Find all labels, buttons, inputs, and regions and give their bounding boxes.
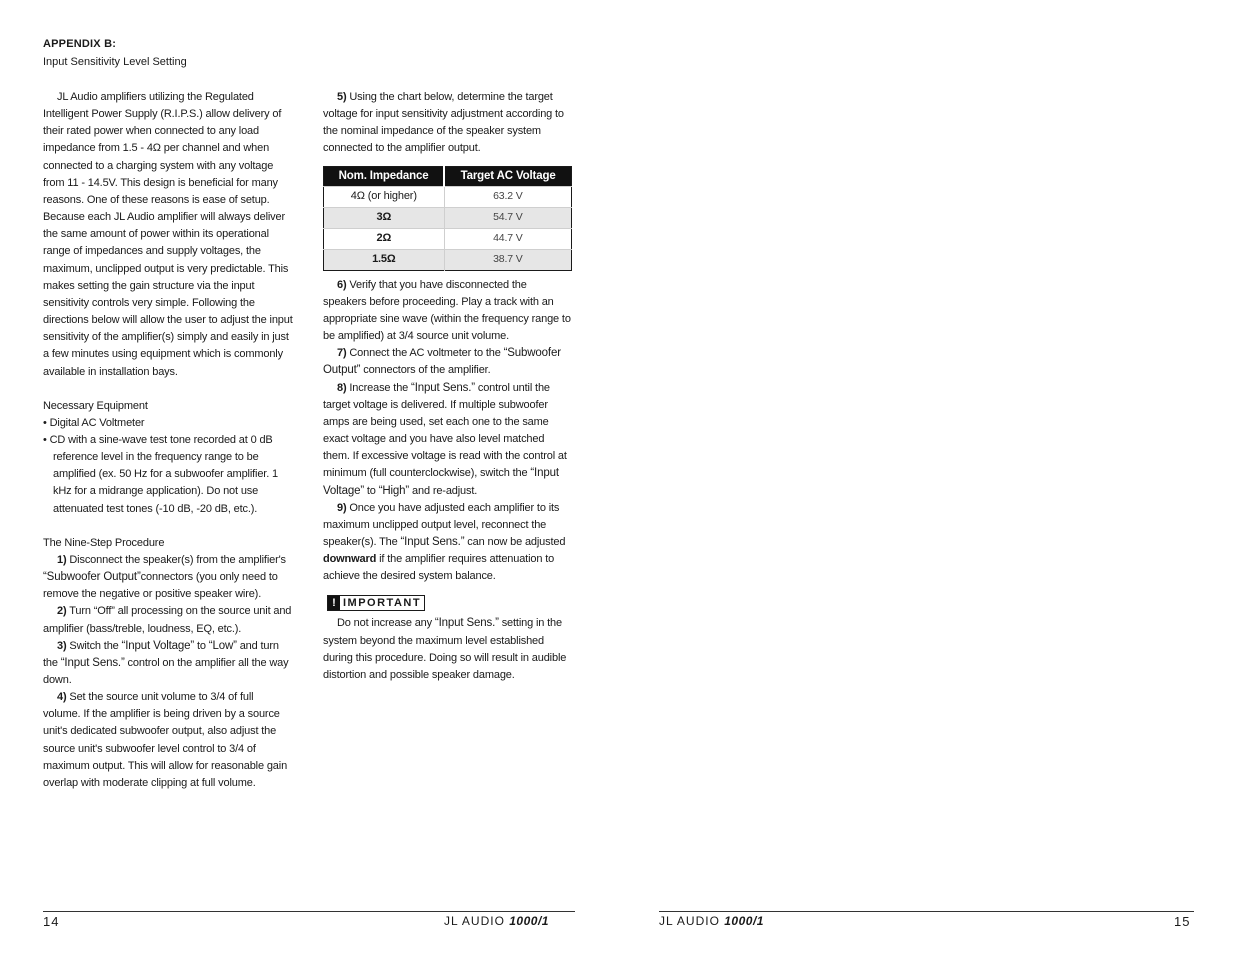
footer-brand-left: JL AUDIO 1000/1 — [444, 914, 549, 928]
important-note: Do not increase any “Input Sens.” setting in the system beyond the maximum level established during this procedure. Doing so will result in audible distortion and possible speaker damage. — [323, 617, 567, 681]
step-3: 3) Switch the “Input Voltage” to “Low” and turn the “Input Sens.” control on the amplifier all the way down. — [43, 639, 289, 686]
exclamation-icon: ! — [328, 596, 340, 610]
impedance-cell: 1.5Ω — [324, 249, 445, 270]
impedance-cell: 4Ω (or higher) — [324, 186, 445, 207]
appendix-subtitle: Input Sensitivity Level Setting — [43, 56, 187, 68]
step-2: 2) Turn “Off” all processing on the source unit and amplifier (bass/treble, loudness, EQ, etc.). — [43, 605, 292, 635]
table-row — [324, 228, 572, 249]
step-8: 8) Increase the “Input Sens.” control until the target voltage is delivered. If multiple subwoofer amps are being used, set each one to the same exact voltage and you have also level matched them. If excessive voltage is read with the control at minimum (full counterclockwise), switch the “Input Voltage” to “High” and re-adjust. — [323, 381, 567, 497]
table-header-impedance: Nom. Impedance — [324, 166, 445, 186]
step-7: 7) Connect the AC voltmeter to the “Subwoofer Output” connectors of the amplifier. — [323, 347, 561, 377]
appendix-title: APPENDIX B: — [43, 38, 117, 50]
impedance-voltage-table — [323, 166, 572, 271]
page-number-left: 14 — [43, 914, 60, 929]
step-9: 9) Once you have adjusted each amplifier to its maximum unclipped output level, reconnect the speaker(s). The “Input Sens.” can now be adjusted downward if the amplifier requires attenuation to achieve the desired system balance. — [323, 501, 566, 583]
impedance-cell: 3Ω — [324, 207, 445, 228]
equipment-heading: Necessary Equipment — [43, 399, 148, 412]
important-label: IMPORTANT — [343, 597, 422, 610]
footer-brand-right: JL AUDIO 1000/1 — [659, 914, 764, 928]
table-row — [324, 207, 572, 228]
important-badge — [327, 595, 425, 611]
step-1: 1) Disconnect the speaker(s) from the amplifier's “Subwoofer Output”connectors (you only need to remove the negative or positive speaker wire). — [43, 553, 286, 601]
footer-rule-right — [659, 911, 1194, 912]
procedure-heading: The Nine-Step Procedure — [43, 536, 165, 549]
left-column — [43, 89, 293, 792]
footer-rule-left — [43, 911, 575, 912]
table-row — [324, 186, 572, 207]
voltage-cell: 38.7 V — [444, 249, 571, 270]
voltage-cell: 54.7 V — [444, 207, 571, 228]
voltage-cell: 44.7 V — [444, 228, 571, 249]
list-item: • Digital AC Voltmeter — [43, 416, 145, 429]
list-item: • CD with a sine-wave test tone recorded at 0 dB reference level in the frequency range to be amplified (ex. 50 Hz for a subwoofer amplifier. 1 kHz for a midrange application). Do not use attenuated test tones (-10 dB, -20 dB, etc.). — [43, 433, 278, 515]
step-6: 6) Verify that you have disconnected the speakers before proceeding. Play a track with an appropriate sine wave (within the frequency range to be amplified) at 3/4 source unit volume. — [323, 278, 571, 343]
step-5: 5) Using the chart below, determine the target voltage for input sensitivity adjustment according to the nominal impedance of the speaker system connected to the amplifier output. — [323, 91, 564, 155]
equipment-list — [43, 415, 293, 518]
intro-paragraph: JL Audio amplifiers utilizing the Regulated Intelligent Power Supply (R.I.P.S.) allow delivery of their rated power when connected to any load impedance from 1.5 - 4Ω per channel and when connected to a charging system with any voltage from 11 - 14.5V. This design is beneficial for many reasons. One of these reasons is ease of setup. Because each JL Audio amplifier will always deliver the same amount of power within its operational range of impedances and supply voltages, the maximum, unclipped output is very predictable. This makes setting the gain structure via the input sensitivity controls very simple. Following the directions below will allow the user to adjust the input sensitivity of the amplifier(s) simply and easily in just a few minutes using equipment which is commonly available in installation bays. — [43, 91, 293, 378]
table-row — [324, 249, 572, 270]
table-header-voltage: Target AC Voltage — [444, 166, 571, 186]
voltage-cell: 63.2 V — [444, 186, 571, 207]
right-column — [323, 89, 573, 684]
page-number-right: 15 — [1174, 914, 1191, 929]
impedance-cell: 2Ω — [324, 228, 445, 249]
step-4: 4) Set the source unit volume to 3/4 of full volume. If the amplifier is being driven by a source unit's dedicated subwoofer output, also adjust the source unit's subwoofer level control to 3/4 of maximum output. This will allow for reasonable gain overlap with moderate clipping at full volume. — [43, 691, 288, 789]
